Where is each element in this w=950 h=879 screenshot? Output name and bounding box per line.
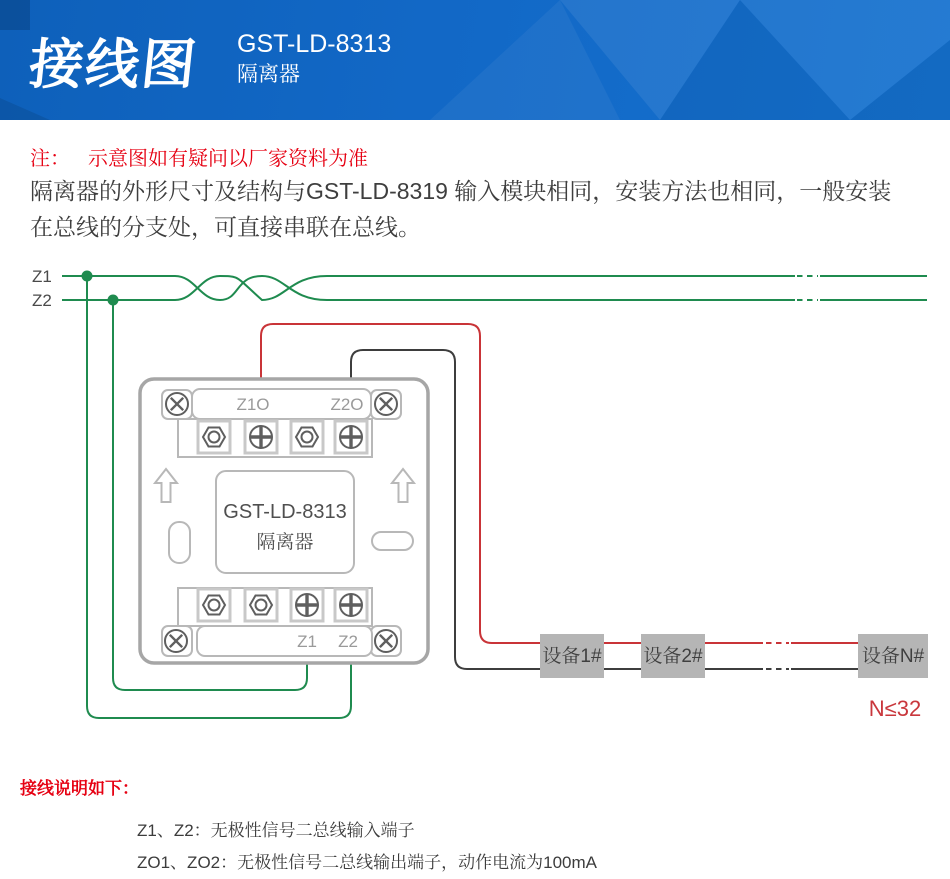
instruction-item: Z1、Z2：无极性信号二总线输入端子: [137, 821, 415, 840]
terminal-label-z2o: Z2O: [330, 395, 364, 414]
terminal-label-z1: Z1: [297, 632, 317, 651]
phillips-terminal-icon: [250, 426, 272, 448]
phillips-terminal-icon: [340, 426, 362, 448]
disclaimer-note: [30, 142, 368, 171]
phillips-terminal-icon: [296, 594, 318, 616]
device-limit-text: N≤32: [868, 696, 922, 721]
device-chain: [540, 634, 928, 678]
left-slot: [169, 522, 190, 563]
terminal-label-z2: Z2: [338, 632, 358, 651]
device-label-n: 设备N#: [861, 646, 925, 667]
product-model: GST-LD-8313: [237, 30, 392, 58]
right-slot: [372, 532, 413, 550]
wiring-diagram: [0, 250, 950, 730]
bus-label-z1: Z1: [32, 267, 52, 286]
isolator-module: [140, 379, 428, 663]
description-paragraph: [30, 173, 935, 245]
description-line-2: 在总线的分支处，可直接串联在总线。: [30, 214, 421, 240]
device-label-2: 设备2#: [643, 646, 703, 667]
instruction-item: ZO1、ZO2：无极性信号二总线输出端子，动作电流为100mA: [137, 853, 597, 872]
page-title: 接线图: [26, 35, 201, 95]
header-subtitle-block: [237, 32, 391, 85]
phillips-terminal-icon: [340, 594, 362, 616]
note-label: 注：: [30, 148, 70, 170]
terminal-label-z1o: Z1O: [236, 395, 270, 414]
instructions-heading: 接线说明如下：: [20, 779, 139, 798]
module-type-text: 隔离器: [256, 532, 314, 553]
description-line-1: 隔离器的外形尺寸及结构与GST-LD-8319 输入模块相同，安装方法也相同，一般安装: [30, 178, 892, 204]
module-model-text: GST-LD-8313: [223, 501, 347, 523]
product-name: 隔离器: [237, 63, 300, 86]
header-banner: [0, 0, 950, 120]
device-label-1: 设备1#: [542, 646, 602, 667]
twisted-pair-icon: [175, 276, 327, 300]
bus-label-z2: Z2: [32, 291, 52, 310]
note-text: 示意图如有疑问以厂家资料为准: [88, 148, 368, 170]
